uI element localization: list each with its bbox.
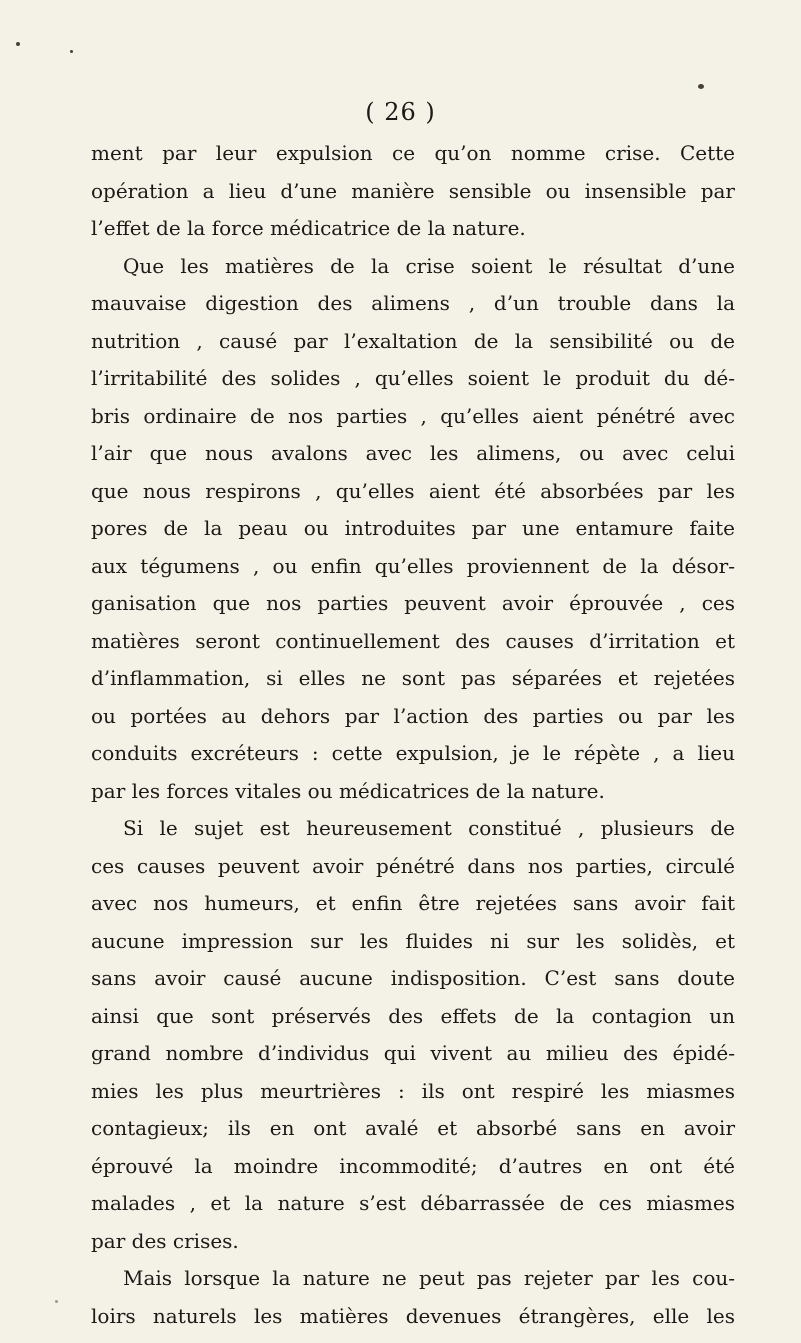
text-line: Si le sujet est heureusement constitué , plusieurs de <box>123 816 735 840</box>
text-line: ou portées au dehors par l’action des parties ou par les <box>91 703 735 728</box>
text-line: ainsi que sont préservés des effets de la contagion un <box>91 1003 735 1028</box>
text-line: avec nos humeurs, et enfin être rejetées sans avoir fait <box>91 891 735 915</box>
body-text <box>91 135 735 1335</box>
text-line: aucune impression sur les fluides ni sur les solidès, et <box>91 928 735 953</box>
text-line: conduits excréteurs : cette expulsion, je le répète , a lieu <box>91 741 735 765</box>
text-line: l’air que nous avalons avec les alimens, ou avec celui <box>91 441 735 465</box>
text-line: Mais lorsque la nature ne peut pas rejeter par les cou- <box>123 1266 735 1290</box>
text-line: grand nombre d’individus qui vivent au milieu des épidé- <box>91 1041 735 1065</box>
text-line: l’irritabilité des solides , qu’elles soient le produit du dé- <box>91 366 735 390</box>
text-line: Que les matières de la crise soient le résultat d’une <box>123 253 735 278</box>
text-line: que nous respirons , qu’elles aient été absorbées par les <box>91 478 735 503</box>
text-line: ces causes peuvent avoir pénétré dans nos parties, circulé <box>91 853 735 878</box>
text-line: opération a lieu d’une manière sensible ou insensible par <box>91 178 735 203</box>
text-line: nutrition , causé par l’exaltation de la sensibilité ou de <box>91 328 735 353</box>
text-line: sans avoir causé aucune indisposition. C’est sans doute <box>91 966 735 990</box>
text-line: contagieux; ils en ont avalé et absorbé sans en avoir <box>91 1116 735 1140</box>
text-line: ment par leur expulsion ce qu’on nomme crise. Cette <box>91 141 735 165</box>
text-line: matières seront continuellement des causes d’irritation et <box>91 628 735 653</box>
text-line: l’effet de la force médicatrice de la nature. <box>91 216 526 240</box>
paper-speck <box>55 1300 58 1303</box>
text-line: ganisation que nos parties peuvent avoir éprouvée , ces <box>91 591 735 615</box>
text-line: par des crises. <box>91 1228 239 1253</box>
text-line: bris ordinaire de nos parties , qu’elles aient pénétré avec <box>91 403 735 428</box>
paper-speck <box>698 84 704 89</box>
text-line: aux tégumens , ou enfin qu’elles proviennent de la désor- <box>91 553 735 578</box>
paper-speck <box>70 50 73 53</box>
text-line: mies les plus meurtrières : ils ont respiré les miasmes <box>91 1078 735 1103</box>
text-line: malades , et la nature s’est débarrassée de ces miasmes <box>91 1191 735 1215</box>
text-line: d’inflammation, si elles ne sont pas séparées et rejetées <box>91 666 735 690</box>
text-line: par les forces vitales ou médicatrices de la nature. <box>91 778 605 803</box>
text-line: loirs naturels les matières devenues étrangères, elle les <box>91 1303 735 1328</box>
text-line: mauvaise digestion des alimens , d’un trouble dans la <box>91 291 735 315</box>
text-line: éprouvé la moindre incommodité; d’autres en ont été <box>91 1153 735 1178</box>
paper-speck <box>16 42 20 46</box>
text-line: pores de la peau ou introduites par une entamure faite <box>91 516 735 540</box>
page-number: ( 26 ) <box>365 98 436 126</box>
